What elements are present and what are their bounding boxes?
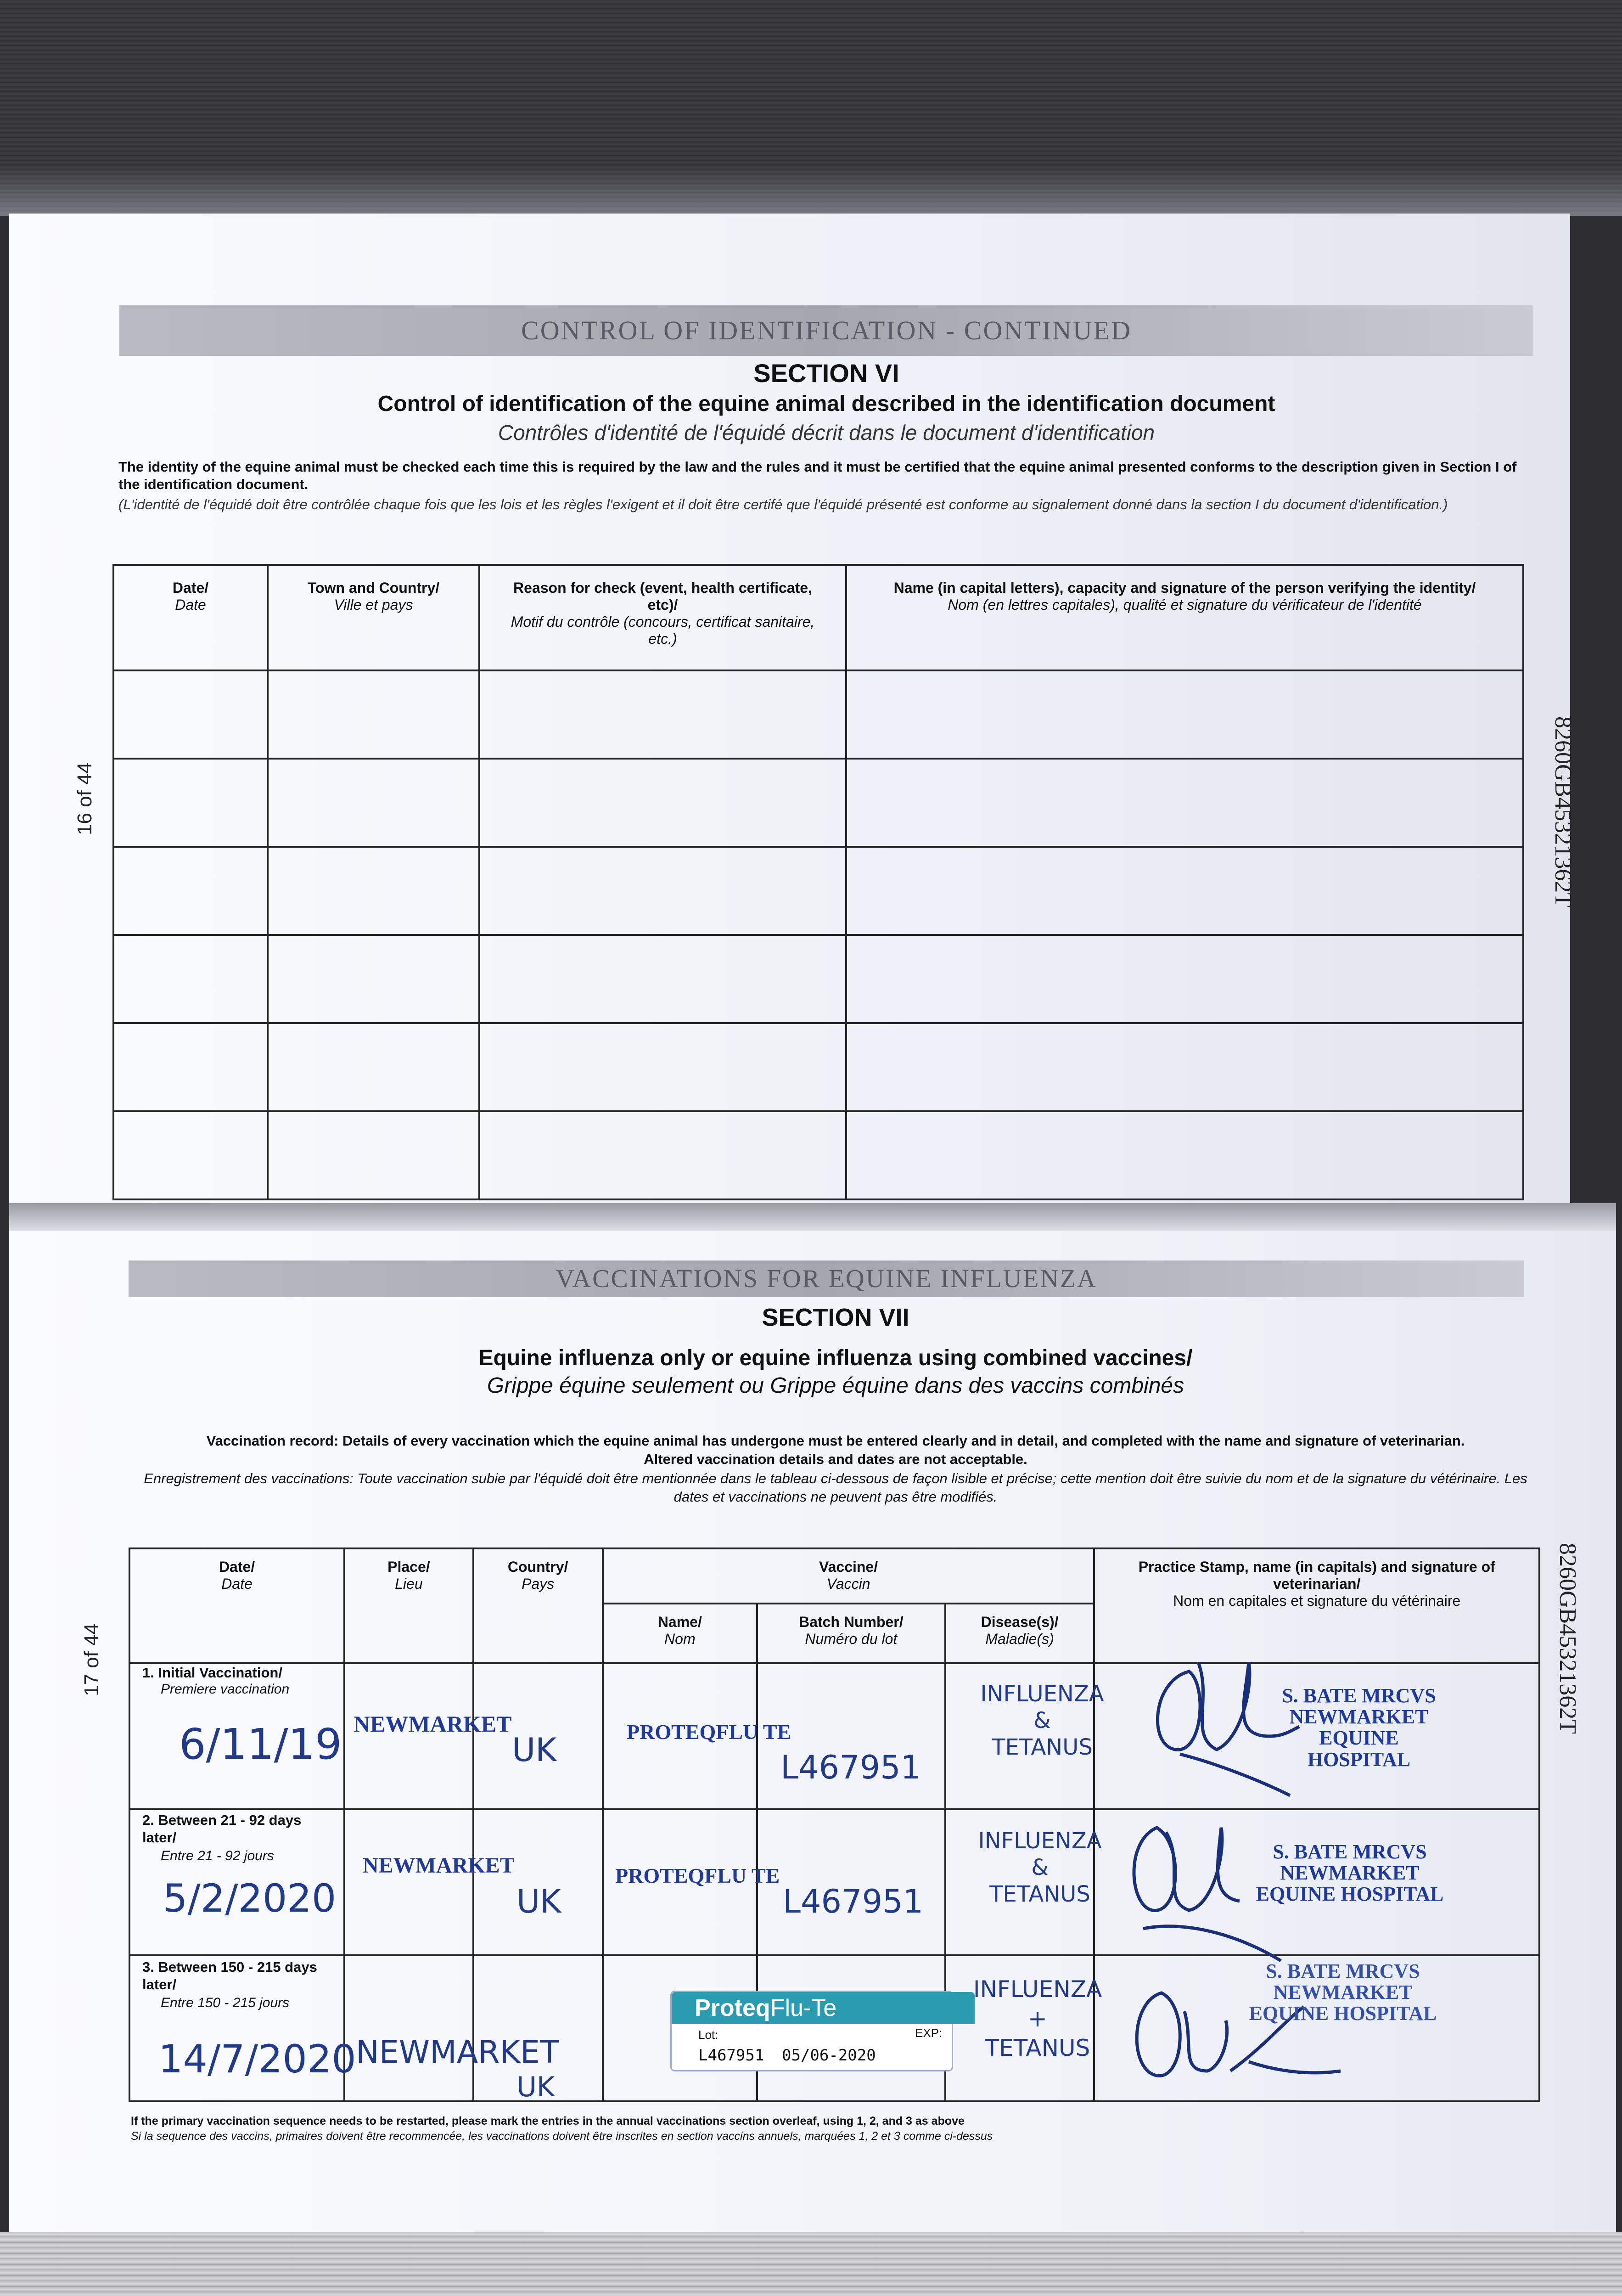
vcol-disease-header [945, 1604, 1094, 1663]
vaccination-1-vaccine: PROTEQFLU TE [627, 1720, 791, 1744]
vheader-date-fr: Date [221, 1576, 253, 1592]
vheader-batch-fr: Numéro du lot [805, 1631, 898, 1647]
label-brand: Proteq [695, 1995, 770, 2021]
vheader-country-en: Country/ [507, 1559, 568, 1575]
cell-verifier[interactable] [846, 759, 1523, 847]
stamp-line: S. BATE MRCVS [1273, 1840, 1427, 1863]
label-exp-value: 05/06-2020 [782, 2046, 876, 2065]
vcol-vaccine-header [603, 1548, 1094, 1604]
vaccination-2-place: NEWMARKET [363, 1853, 515, 1878]
disease-line: TETANUS [989, 1881, 1090, 1907]
cell-town[interactable] [268, 1023, 479, 1111]
vheader-date-en: Date/ [219, 1559, 255, 1575]
section7-record-fr: Enregistrement des vaccinations: Toute vaccination subie par l'équidé doit être mentionnée dans le tableau ci-dessous de façon lisible et précise; cette mention doit être suivie du nom et de la signature du vétérinaire. Les dates et vaccinations ne peuvent pas être modifiés. [144, 1470, 1527, 1505]
stage-3-label-fr: Entre 150 - 215 jours [161, 1995, 290, 2010]
disease-line: & [1033, 1708, 1051, 1733]
vheader-vaccine-fr: Vaccin [826, 1576, 870, 1592]
vaccination-2-disease [957, 1828, 1122, 1908]
stage-3-label: 3. Between 150 - 215 days later/ [142, 1959, 317, 1992]
table-row [113, 935, 1523, 1023]
vaccination-2-vaccine: PROTEQFLU TE [615, 1864, 780, 1887]
stamp-line: NEWMARKET [1273, 1981, 1413, 2004]
vheader-country-fr: Pays [522, 1576, 555, 1592]
col-reason-header [479, 565, 846, 670]
table-row [113, 847, 1523, 935]
disease-line: INFLUENZA [980, 1681, 1104, 1707]
vheader-batch-en: Batch Number/ [799, 1614, 904, 1630]
footnote-fr: Si la sequence des vaccins, primaires doivent être recommencée, les vaccinations doivent être inscrites en section vaccins annuels, marquées 1, 2 et 3 comme ci-dessus [131, 2130, 993, 2143]
vcol-place-header [344, 1548, 473, 1663]
cell-verifier[interactable] [846, 847, 1523, 935]
identity-check-table [112, 564, 1524, 1200]
cell-reason[interactable] [479, 759, 846, 847]
header-date-en: Date/ [172, 580, 209, 596]
vet-stamp-3 [1240, 1961, 1446, 2025]
vheader-name-en: Name/ [657, 1614, 702, 1630]
scanner-bottom-band [0, 2232, 1622, 2296]
vheader-disease-en: Disease(s)/ [981, 1614, 1059, 1630]
cell-date[interactable] [113, 1111, 268, 1199]
cell-verifier[interactable] [846, 935, 1523, 1023]
section6-title: SECTION VI [753, 359, 899, 388]
section7-banner: VACCINATIONS FOR EQUINE INFLUENZA [129, 1261, 1524, 1297]
vaccination-1-date: 6/11/19 [179, 1720, 342, 1769]
cell-verifier[interactable] [846, 1111, 1523, 1199]
cell-town[interactable] [268, 1111, 479, 1199]
cell-verifier[interactable] [846, 1023, 1523, 1111]
header-town-en: Town and Country/ [307, 580, 440, 596]
header-date-fr: Date [175, 597, 206, 613]
header-name-fr: Nom (en lettres capitales), qualité et signature du vérificateur de l'identité [948, 597, 1422, 613]
cell-date[interactable] [113, 935, 268, 1023]
vaccine-batch-label [670, 1991, 953, 2071]
vheader-disease-fr: Maladie(s) [985, 1631, 1054, 1647]
table-row [113, 1023, 1523, 1111]
cell-date[interactable] [113, 847, 268, 935]
vet-stamp-2 [1253, 1841, 1446, 1905]
cell-reason[interactable] [479, 1111, 846, 1199]
stage-1-label: 1. Initial Vaccination/ [142, 1665, 282, 1681]
disease-line: TETANUS [985, 2035, 1090, 2061]
passport-id-bottom: 8260GB45321362T [1555, 1543, 1581, 1734]
section6-banner: CONTROL OF IDENTIFICATION - CONTINUED [119, 305, 1533, 356]
footnote-en: If the primary vaccination sequence needs to be restarted, please mark the entries in the annual vaccinations section overleaf, using 1, 2, and 3 as above [131, 2115, 965, 2127]
label-lot-caption: Lot: [698, 2028, 718, 2042]
cell-reason[interactable] [479, 670, 846, 759]
stamp-line: EQUINE HOSPITAL [1249, 2002, 1437, 2025]
col-name-header [846, 565, 1523, 670]
vaccination-3-disease [950, 1975, 1125, 2063]
cell-reason[interactable] [479, 847, 846, 935]
page-top-shadow [0, 165, 1622, 216]
section7-title: SECTION VII [762, 1304, 909, 1331]
cell-town[interactable] [268, 847, 479, 935]
label-lot-value: L467951 [698, 2046, 764, 2065]
vet-stamp-1 [1267, 1685, 1451, 1770]
vcol-batch-header [757, 1604, 945, 1663]
stage-2-label: 2. Between 21 - 92 days later/ [142, 1812, 302, 1846]
vheader-vaccine-en: Vaccine/ [819, 1559, 878, 1575]
disease-line: + [1028, 2005, 1047, 2032]
vaccination-3-place: NEWMARKET [356, 2034, 559, 2071]
stamp-line: S. BATE MRCVS [1282, 1684, 1436, 1707]
section7-record-en: Vaccination record: Details of every vaccination which the equine animal has undergone must be entered clearly and in detail, and completed with the name and signature of veterinarian. [206, 1433, 1465, 1449]
vaccination-3-country: UK [516, 2071, 555, 2103]
vaccination-2-country: UK [516, 1883, 561, 1920]
disease-line: INFLUENZA [978, 1828, 1102, 1854]
cell-reason[interactable] [479, 935, 846, 1023]
vheader-place-en: Place/ [387, 1559, 430, 1575]
disease-line: & [1031, 1855, 1049, 1880]
stamp-line: NEWMARKET [1289, 1705, 1429, 1728]
col-date-header [113, 565, 268, 670]
cell-reason[interactable] [479, 1023, 846, 1111]
disease-line: INFLUENZA [973, 1976, 1102, 2003]
stage-2-label-fr: Entre 21 - 92 jours [161, 1848, 274, 1863]
table-row [113, 1111, 1523, 1199]
section7-record-en-2: Altered vaccination details and dates are not acceptable. [644, 1451, 1027, 1467]
vheader-stamp-fr: Nom en capitales et signature du vétérinaire [1173, 1593, 1461, 1609]
label-exp-caption: EXP: [915, 2026, 943, 2040]
vheader-stamp-en: Practice Stamp, name (in capitals) and signature of veterinarian/ [1138, 1559, 1495, 1592]
col-town-header [268, 565, 479, 670]
vaccination-1-disease [960, 1681, 1125, 1761]
vaccination-1-place: NEWMARKET [354, 1711, 512, 1737]
section7-subtitle-en: Equine influenza only or equine influenza using combined vaccines/ [478, 1346, 1193, 1370]
vaccination-2-batch: L467951 [783, 1883, 924, 1920]
cell-date[interactable] [113, 670, 268, 759]
label-product: Flu-Te [770, 1995, 837, 2021]
cell-town[interactable] [268, 935, 479, 1023]
disease-line: TETANUS [992, 1734, 1093, 1760]
table-row [113, 670, 1523, 759]
cell-town[interactable] [268, 670, 479, 759]
vcol-date-header [129, 1548, 344, 1663]
cell-town[interactable] [268, 759, 479, 847]
vheader-name-fr: Nom [664, 1631, 696, 1647]
label-brand-bar [672, 1992, 975, 2024]
stamp-line: EQUINE HOSPITAL [1256, 1883, 1444, 1906]
stage-1-label-fr: Premiere vaccination [161, 1682, 290, 1697]
vaccination-2-date: 5/2/2020 [163, 1876, 337, 1921]
header-town-fr: Ville et pays [334, 597, 413, 613]
page-17-label: 17 of 44 [80, 1623, 103, 1697]
stamp-line: EQUINE HOSPITAL [1307, 1727, 1411, 1771]
section6-intro-en: The identity of the equine animal must be checked each time this is required by the law and the rules and it must be certified that the equine animal presented conforms to the description given in Section I of the identification document. [118, 459, 1517, 492]
section6-subtitle-en: Control of identification of the equine animal described in the identification document [377, 392, 1275, 416]
vcol-name-header [603, 1604, 757, 1663]
section6-subtitle-fr: Contrôles d'identité de l'équidé décrit dans le document d'identification [498, 421, 1155, 445]
cell-date[interactable] [113, 1023, 268, 1111]
header-reason-fr: Motif du contrôle (concours, certificat sanitaire, etc.) [511, 613, 815, 647]
vaccination-1-country: UK [512, 1731, 557, 1769]
vaccination-1-batch: L467951 [780, 1749, 921, 1786]
section7-subtitle-fr: Grippe équine seulement ou Grippe équine dans des vaccins combinés [487, 1373, 1184, 1398]
section6-intro-fr: (L'identité de l'équidé doit être contrôlée chaque fois que les lois et les règles l'exigent et il doit être certifé que l'équidé présenté est conforme au signalement donné dans la section I du document d'identification.) [118, 496, 1448, 512]
vheader-place-fr: Lieu [395, 1576, 423, 1592]
cell-verifier[interactable] [846, 670, 1523, 759]
cell-date[interactable] [113, 759, 268, 847]
header-reason-en: Reason for check (event, health certificate, etc)/ [513, 580, 812, 613]
vcol-country-header [473, 1548, 603, 1663]
vaccination-3-date: 14/7/2020 [158, 2037, 356, 2082]
page-16-label: 16 of 44 [73, 762, 96, 836]
table-row [113, 759, 1523, 847]
header-name-en: Name (in capital letters), capacity and signature of the person verifying the identity/ [893, 580, 1476, 596]
passport-id-top: 8260GB45321362T [1550, 716, 1576, 907]
stamp-line: S. BATE MRCVS [1266, 1960, 1420, 1982]
stamp-line: NEWMARKET [1280, 1862, 1420, 1885]
